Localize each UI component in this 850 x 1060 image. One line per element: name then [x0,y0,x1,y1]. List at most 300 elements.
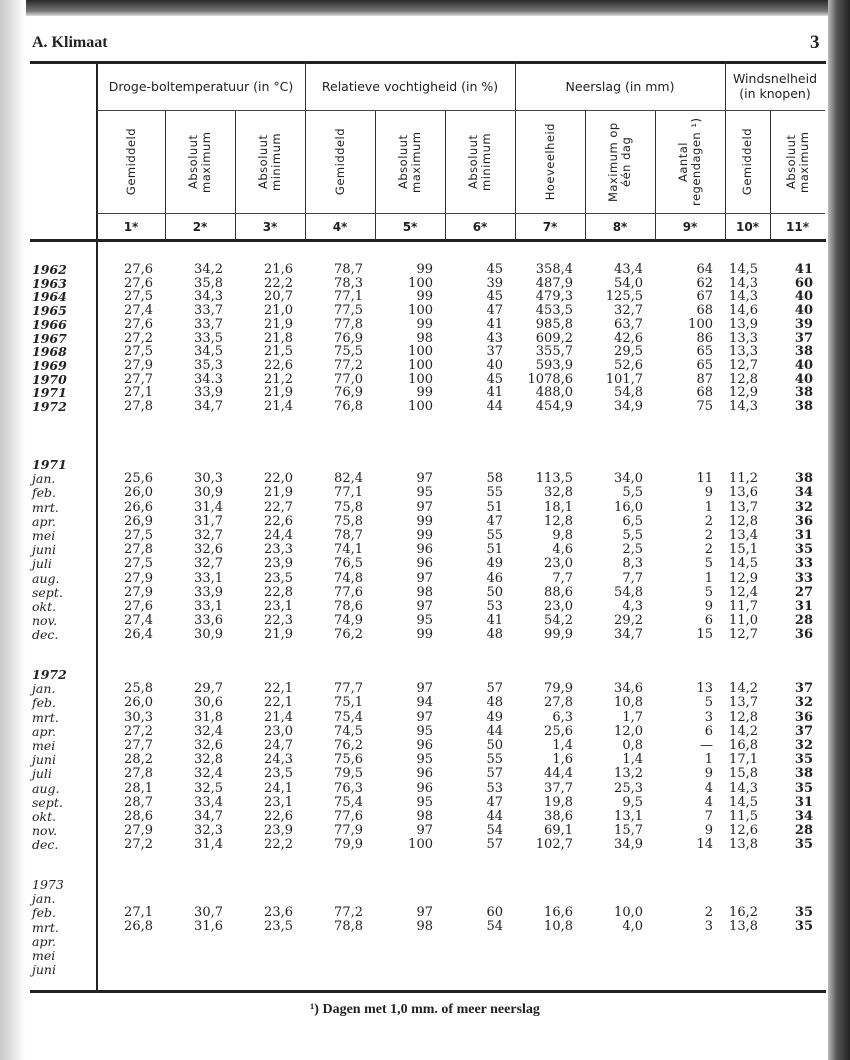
table-cell: 11 [696,471,713,487]
table-cell: 34,0 [614,471,643,487]
table-cell: 23,1 [264,794,293,810]
column-number: 4* [332,220,348,234]
table-cell: 77,8 [334,316,363,332]
table-cell: 454,9 [535,399,573,414]
column-header [235,112,305,212]
table-cell: 97 [416,823,433,839]
row-label: apr. [32,933,57,949]
table-cell: 1078,6 [527,371,573,387]
table-cell: 2,5 [622,542,643,558]
table-row [0,614,850,628]
table-cell: 22,7 [264,499,293,515]
table-cell: 28 [794,613,813,629]
table-cell: 99,9 [544,627,573,643]
row-label: sept. [32,794,63,810]
table-cell: 14 [696,837,713,853]
table-cell: 20,7 [264,289,293,305]
table-cell: 51 [486,542,503,558]
table-row [0,628,850,642]
table-cell: 88,6 [544,584,573,600]
table-cell: 1 [704,570,713,586]
table-cell: 34,5 [194,344,223,360]
table-cell: 15,7 [614,823,643,839]
table-cell: 32,8 [194,752,223,768]
table-row [0,572,850,586]
table-cell: 27,6 [124,275,153,291]
table-cell: 75,4 [334,709,363,725]
table-cell: 97 [416,570,433,586]
table-cell: 12,6 [729,823,758,839]
table-cell: 36 [794,513,813,529]
table-cell: 37 [794,681,813,697]
row-label: mrt. [32,709,59,725]
table-cell: 7,7 [552,570,573,586]
table-cell: 78,3 [334,275,363,291]
table-cell: 9,5 [622,794,643,810]
table-cell: 77,1 [334,485,363,501]
table-cell: 30,9 [194,485,223,501]
table-cell: 26,9 [124,513,153,529]
table-cell: 75,1 [334,695,363,711]
table-cell: 99 [416,316,433,332]
table-cell: 1,7 [622,709,643,725]
table-cell: 34,7 [194,809,223,824]
table-cell: 98 [416,919,433,935]
column-header [770,112,825,212]
table-row [0,921,850,935]
table-cell: 44 [486,723,503,739]
row-label: mei [32,948,56,963]
column-header [375,112,445,212]
table-cell: 34,9 [614,399,643,414]
table-cell: 100 [688,316,713,332]
table-cell: 125,5 [605,289,643,305]
table-cell: 0,8 [622,738,643,753]
table-cell: 13,3 [729,330,758,346]
table-cell: 100 [408,399,433,414]
table-cell: 78,7 [334,528,363,543]
table-cell: 27 [794,584,813,600]
column-header [515,112,585,212]
table-cell: 28,7 [124,794,153,810]
table-cell: 29,7 [194,681,223,697]
table-cell: 74,1 [334,542,363,558]
table-cell: 27,6 [124,262,153,277]
table-cell: 36 [794,627,813,643]
table-cell: 27,9 [124,570,153,586]
table-cell: 14,6 [729,303,758,319]
table-cell: 64 [696,262,713,277]
table-cell: 57 [486,837,503,853]
table-cell: 14,5 [729,556,758,572]
table-cell: 21,8 [264,330,293,346]
table-cell: 34,3 [194,289,223,305]
scan-edge-top [0,0,850,16]
table-cell: 31,4 [194,499,223,515]
table-cell: 54 [486,823,503,839]
table-row [0,304,850,318]
table-cell: 30,6 [194,695,223,711]
row-label: 1962 [32,262,67,277]
table-cell: 46 [486,570,503,586]
table-cell: 12,8 [729,513,758,529]
table-cell: 10,8 [544,919,573,935]
table-cell: 30,3 [194,471,223,487]
table-cell: 23,5 [264,919,293,935]
table-cell: 54,2 [544,613,573,629]
column-number: 11* [786,220,809,234]
table-cell: 23,0 [264,723,293,739]
table-cell: 57 [486,681,503,697]
table-cell: 33,1 [194,599,223,614]
table-row [0,400,850,414]
row-label: 1963 [32,275,67,291]
table-cell: 77,2 [334,905,363,921]
table-cell: 95 [416,485,433,501]
group-header-temperature: Droge-boltemperatuur (in °C) [108,78,294,94]
table-cell: 74,8 [334,570,363,586]
table-cell: 31,4 [194,837,223,853]
table-cell: 11,7 [729,599,758,614]
table-cell: 2 [704,542,713,558]
row-label: apr. [32,723,57,739]
table-cell: 31 [794,794,813,810]
row-label: 1973 [32,877,64,892]
table-cell: 76,2 [334,627,363,643]
table-cell: 32,6 [194,738,223,753]
column-number: 8* [612,220,628,234]
table-cell: 52,6 [614,357,643,373]
table-cell: 40 [794,289,813,305]
row-label: nov. [32,613,58,629]
table-cell: 4 [704,780,713,796]
table-cell: 50 [486,738,503,753]
table-cell: 16,8 [729,738,758,753]
table-cell: 67 [696,289,713,305]
table-cell: 76,5 [334,556,363,572]
row-label: 1972 [32,399,67,414]
table-cell: 41 [486,613,503,629]
table-row [0,668,850,682]
table-cell: 22,6 [264,513,293,529]
table-cell: 13,1 [614,809,643,824]
table-cell: 26,8 [124,919,153,935]
table-cell: 35 [794,780,813,796]
table-cell: 57 [486,766,503,782]
table-cell: 38 [794,385,813,401]
table-cell: 97 [416,471,433,487]
table-cell: 7,7 [622,570,643,586]
table-cell: 100 [408,344,433,360]
table-cell: 33,4 [194,794,223,810]
table-cell: 11,5 [729,809,758,824]
table-cell: 28 [794,823,813,839]
table-cell: 22,2 [264,275,293,291]
table-cell: 77,6 [334,809,363,824]
table-cell: 77,5 [334,303,363,319]
table-cell: 101,7 [605,371,643,387]
table-cell: 49 [486,709,503,725]
table-cell: 44 [486,399,503,414]
table-row [0,753,850,767]
table-cell: 37,7 [544,780,573,796]
table-cell: 35 [794,752,813,768]
table-cell: 94 [416,695,433,711]
row-label: juni [32,962,56,978]
column-number: 6* [472,220,488,234]
table-cell: 45 [486,262,503,277]
column-number: 2* [192,220,208,234]
table-cell: 12,8 [544,513,573,529]
table-cell: 6 [704,613,713,629]
table-cell: 51 [486,499,503,515]
column-header [585,112,655,212]
table-cell: 96 [416,766,433,782]
column-divider [655,110,656,240]
table-cell: 27,9 [124,823,153,839]
table-cell: 75,8 [334,513,363,529]
table-cell: 985,8 [535,316,573,332]
table-cell: 54 [486,919,503,935]
table-cell: 37 [794,723,813,739]
table-cell: 23,1 [264,599,293,614]
column-number: 7* [542,220,558,234]
table-row [0,557,850,571]
table-cell: 15 [696,627,713,643]
table-cell: 32,5 [194,780,223,796]
table-cell: 34,7 [614,627,643,643]
column-number: 10* [736,220,759,234]
table-cell: 13,8 [729,919,758,935]
table-cell: 76,9 [334,330,363,346]
table-cell: 65 [696,357,713,373]
table-row [0,878,850,892]
table-cell: 5,5 [622,528,643,543]
table-cell: 35 [794,905,813,921]
row-label: aug. [32,780,60,796]
table-cell: 99 [416,262,433,277]
table-cell: 40 [794,303,813,319]
table-cell: 27,2 [124,330,153,346]
row-label: dec. [32,627,59,643]
table-row [0,963,850,977]
row-label: 1971 [32,385,67,401]
table-cell: 78,8 [334,919,363,935]
table-cell: 27,1 [124,385,153,401]
table-cell: 10,8 [614,695,643,711]
table-cell: 24,3 [264,752,293,768]
table-cell: 11,2 [729,471,758,487]
table-cell: 22,2 [264,837,293,853]
table-cell: 25,8 [124,681,153,697]
table-cell: 33,7 [194,316,223,332]
table-cell: 77,1 [334,289,363,305]
table-cell: 12,9 [729,385,758,401]
table-cell: 24,7 [264,738,293,753]
table-cell: 54,0 [614,275,643,291]
table-cell: 38 [794,766,813,782]
table-cell: 75,5 [334,344,363,360]
table-cell: 35 [794,837,813,853]
table-cell: 10,0 [614,905,643,921]
table-row [0,935,850,949]
table-cell: 5,5 [622,485,643,501]
table-row [0,515,850,529]
table-cell: 21,0 [264,303,293,319]
table-cell: 14,5 [729,262,758,277]
table-cell: 75,6 [334,752,363,768]
table-cell: 4,3 [622,599,643,614]
table-cell: 47 [486,794,503,810]
table-cell: 42,6 [614,330,643,346]
table-cell: 15,1 [729,542,758,558]
table-row [0,600,850,614]
table-cell: 86 [696,330,713,346]
table-cell: 35 [794,542,813,558]
table-cell: 14,2 [729,723,758,739]
table-cell: 22,3 [264,613,293,629]
table-cell: 97 [416,599,433,614]
table-cell: 34.3 [194,371,223,387]
table-cell: 44,4 [544,766,573,782]
table-cell: 12,0 [614,723,643,739]
table-cell: 609,2 [535,330,573,346]
table-cell: 99 [416,289,433,305]
row-label: 1967 [32,330,67,346]
table-cell: 33,7 [194,303,223,319]
table-cell: 32,7 [194,556,223,572]
column-header-label: Absoluut maximum [396,131,423,193]
table-cell: 98 [416,330,433,346]
table-cell: 16,2 [729,905,758,921]
table-cell: 27,5 [124,344,153,360]
table-cell: 5 [704,695,713,711]
table-cell: 75,4 [334,794,363,810]
table-row [0,696,850,710]
table-cell: 28,6 [124,809,153,824]
row-label: aug. [32,570,60,586]
table-cell: 13,7 [729,695,758,711]
table-cell: 17,1 [729,752,758,768]
table-cell: 13,2 [614,766,643,782]
table-cell: 95 [416,723,433,739]
table-cell: 32,6 [194,542,223,558]
table-cell: 31 [794,599,813,614]
table-cell: 21,4 [264,709,293,725]
section-title: A. Klimaat [32,34,108,51]
table-cell: 21,9 [264,485,293,501]
table-cell: 40 [794,357,813,373]
table-cell: 44 [486,809,503,824]
table-cell: 34,7 [194,399,223,414]
table-cell: 79,9 [544,681,573,697]
table-cell: 38 [794,399,813,414]
table-cell: 96 [416,556,433,572]
table-cell: 23,5 [264,766,293,782]
table-cell: 593,9 [535,357,573,373]
table-cell: 33,6 [194,613,223,629]
table-cell: 36 [794,709,813,725]
row-label: okt. [32,599,57,614]
table-cell: 25,6 [124,471,153,487]
table-cell: 27,6 [124,599,153,614]
bottom-rule [30,990,826,993]
table-cell: 50 [486,584,503,600]
table-cell: 31,8 [194,709,223,725]
table-cell: 58 [486,471,503,487]
table-cell: 41 [794,262,813,277]
table-cell: 32,8 [544,485,573,501]
table-row [0,682,850,696]
table-cell: 26,4 [124,627,153,643]
table-cell: 40 [794,371,813,387]
table-cell: — [700,738,713,753]
column-header-label: Absoluut minimum [466,132,493,192]
table-cell: 6,3 [552,709,573,725]
table-cell: 97 [416,499,433,515]
table-cell: 69,1 [544,823,573,839]
row-label: 1965 [32,303,67,319]
table-cell: 13,3 [729,344,758,360]
table-cell: 14,3 [729,780,758,796]
table-row [0,586,850,600]
table-cell: 55 [486,528,503,543]
table-cell: 77,0 [334,371,363,387]
column-number: 5* [402,220,418,234]
table-cell: 63,7 [614,316,643,332]
table-cell: 30,7 [194,905,223,921]
table-cell: 23,6 [264,905,293,921]
table-cell: 9 [704,823,713,839]
table-cell: 22,0 [264,471,293,487]
table-cell: 41 [486,316,503,332]
group-header-precipitation: Neerslag (in mm) [565,78,675,94]
table-cell: 29,2 [614,613,643,629]
table-cell: 96 [416,738,433,753]
table-cell: 30,9 [194,627,223,643]
row-label: feb. [32,905,56,921]
table-cell: 38 [794,344,813,360]
table-cell: 77,7 [334,681,363,697]
table-cell: 33,1 [194,570,223,586]
table-cell: 47 [486,513,503,529]
table-cell: 27,6 [124,316,153,332]
column-divider [235,110,236,240]
table-cell: 358,4 [535,262,573,277]
table-cell: 4 [704,794,713,810]
table-cell: 12,7 [729,357,758,373]
table-cell: 100 [408,837,433,853]
table-cell: 453,5 [535,303,573,319]
column-divider [375,110,376,240]
table-row [0,739,850,753]
table-cell: 27,5 [124,528,153,543]
column-divider [165,110,166,240]
table-row [0,359,850,373]
table-cell: 38,6 [544,809,573,824]
column-header-label: Absoluut maximum [783,131,811,193]
table-cell: 34 [794,809,813,824]
table-cell: 96 [416,542,433,558]
table-cell: 24,4 [264,528,293,543]
table-cell: 75,8 [334,499,363,515]
table-row [0,725,850,739]
column-header-label: Maximum op één dag [606,122,633,202]
table-cell: 31 [794,528,813,543]
table-cell: 102,7 [535,837,573,853]
table-cell: 53 [486,780,503,796]
table-cell: 32 [794,695,813,711]
